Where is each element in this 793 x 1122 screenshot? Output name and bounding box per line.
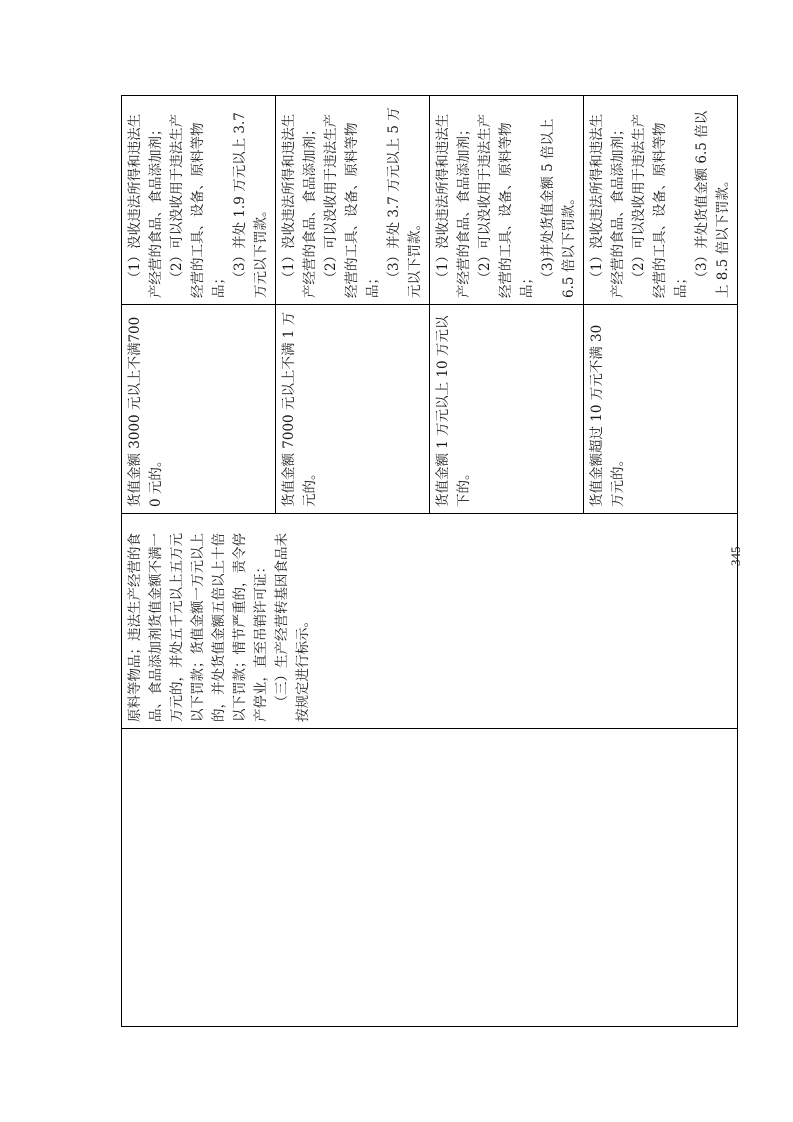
amount-range-cell [430,305,584,514]
punishment-cell [276,96,430,305]
punishment-item: （1）没收违法所得和违法生产经营的食品、食品添加剂； [589,113,626,298]
penalty-table [121,95,738,1027]
amount-range: 货值金额 7000 元以上不满 1 万元的。 [281,311,318,507]
punishment-item: （2）可以没收用于违法生产经营的工具、设备、原料等物品； [631,113,689,298]
punishment-item: （2）可以没收用于违法生产经营的工具、设备、原料等物品； [323,113,381,298]
punishment-item: （1）没收违法所得和违法生产经营的食品、食品添加剂； [127,113,164,298]
punishment-cell [430,96,584,305]
punishment-item: （3)并处货值金额 5 倍以上 6.5 倍以下罚款。 [540,118,577,298]
amount-range-cell [122,305,276,514]
blank-cell [122,729,738,1027]
amount-range: 货值金额 1 万元以上 10 万元以下的。 [435,315,472,507]
punishment-item: （1）没收违法所得和违法生产经营的食品、食品添加剂； [435,113,472,298]
amount-range-cell [584,305,738,514]
law-text-cell [122,514,738,729]
punishment-cell [584,96,738,305]
law-item-3: （三）生产经营转基因食品未按规定进行标示。 [274,533,311,722]
punishment-item: （2）可以没收用于违法生产经营的工具、设备、原料等物品； [477,113,535,298]
regulation-table-rotated [121,95,731,1027]
table-row [122,96,276,1027]
page-number: 345 [728,546,743,566]
punishment-item: （3）并处 1.9 万元以上 3.7 万元以下罚款。 [232,112,269,298]
amount-range: 货值金额超过 10 万元不满 30 万元的。 [589,324,626,507]
punishment-item: （3）并处货值金额 6.5 倍以上 8.5 倍以下罚款。 [694,110,731,298]
amount-range: 货值金额 3000 元以上不满7000 元的。 [127,316,164,507]
amount-range-cell [276,305,430,514]
punishment-item: （1）没收违法所得和违法生产经营的食品、食品添加剂； [281,113,318,298]
law-text: 原料等物品；违法生产经营的食品、食品添加剂货值金额不满一万元的，并处五千元以上五万元以下罚款；货值金额一万元以上的，并处货值金额五倍以上十倍以下罚款；情节严重的，责令停产停业，直至吊销许可证： [127,533,269,722]
punishment-item: （2）可以没收用于违法生产经营的工具、设备、原料等物品； [169,113,227,298]
punishment-item: （3）并处 3.7 万元以上 5 万元以下罚款。 [386,107,423,298]
punishment-cell [122,96,276,305]
